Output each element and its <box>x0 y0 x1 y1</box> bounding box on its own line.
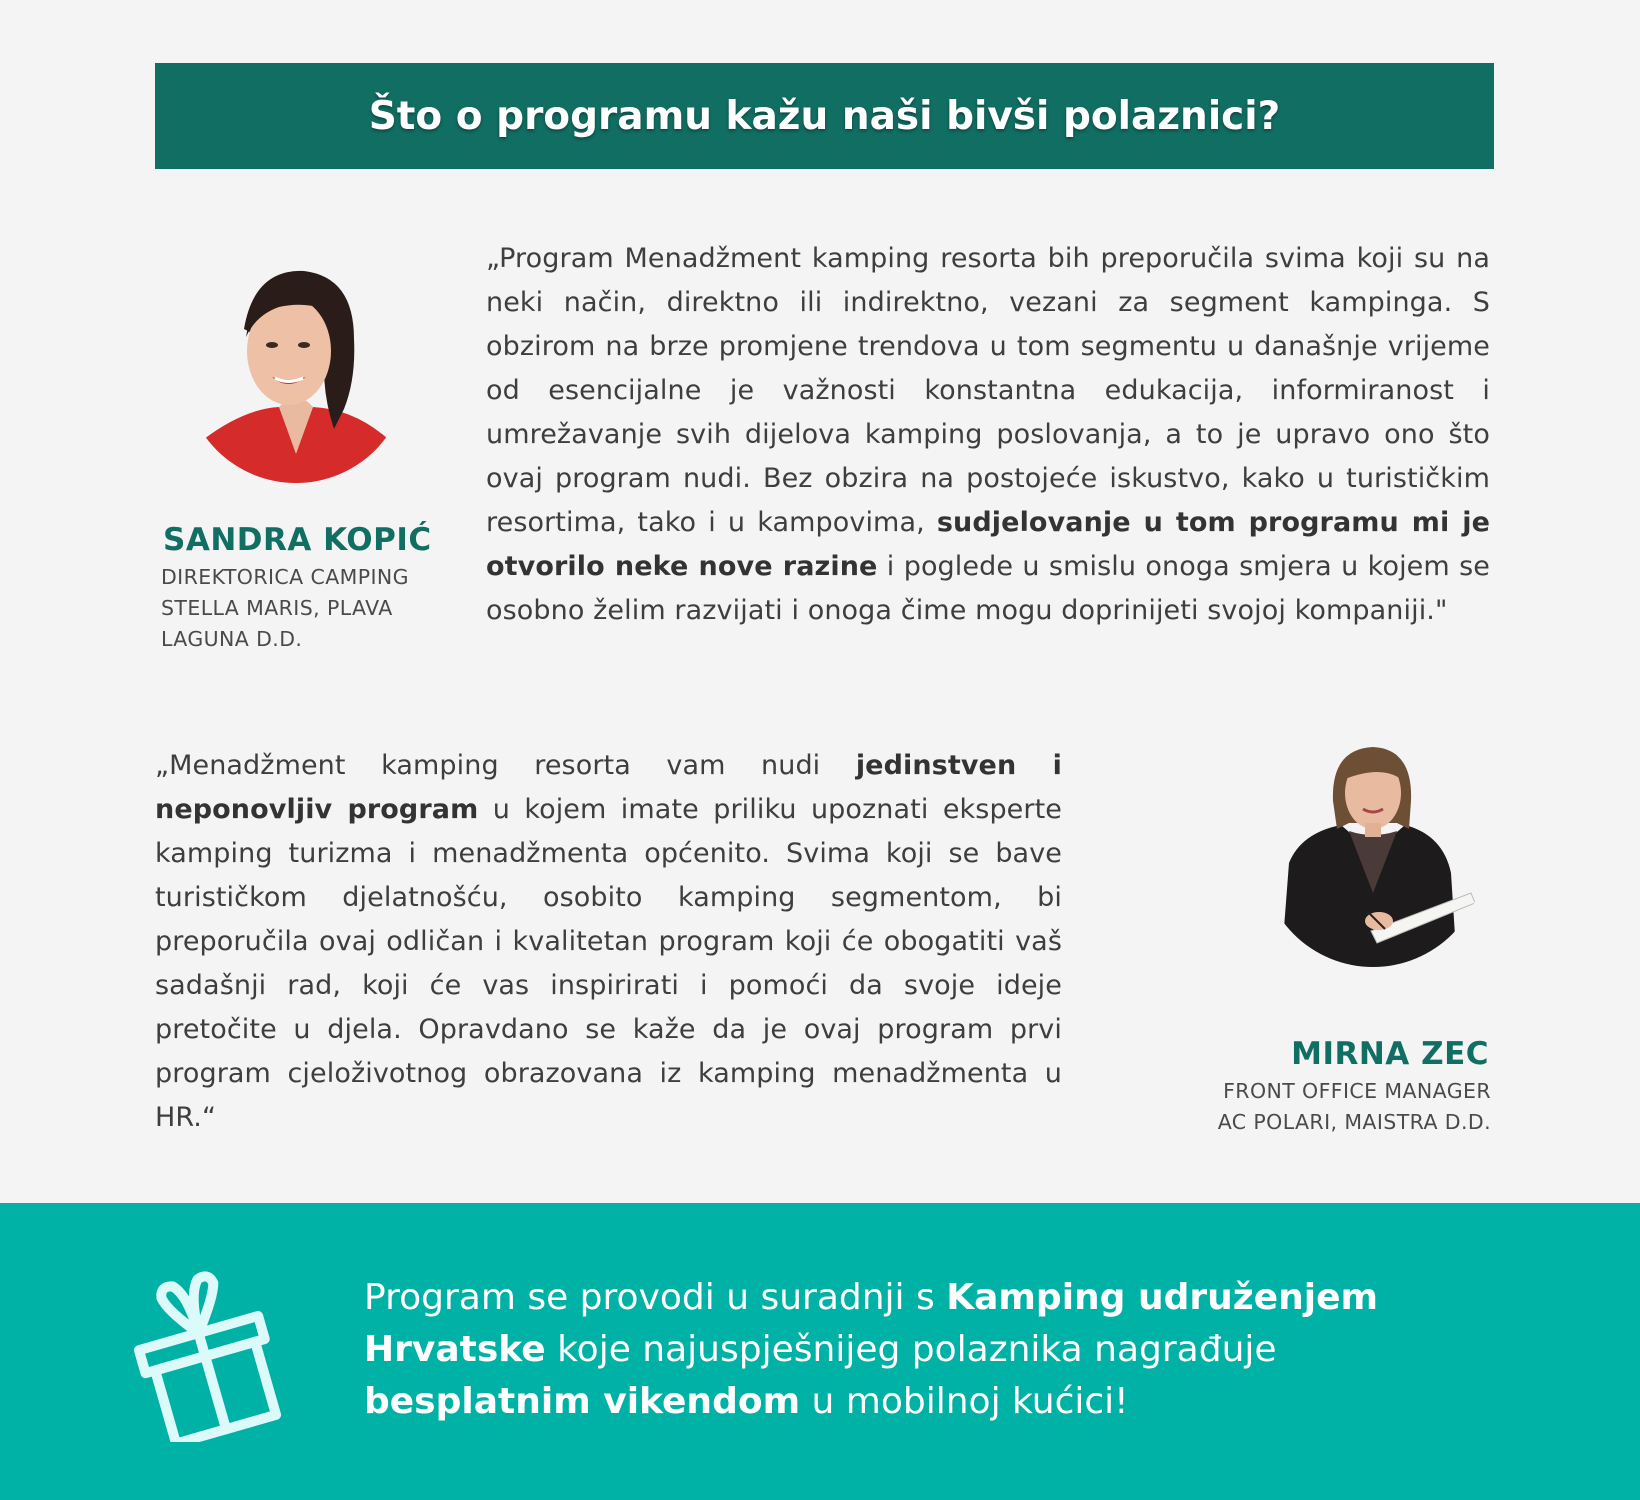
sandra-kopic-photo <box>184 259 408 483</box>
quote-highlight: jedinstven i neponovljiv program <box>155 750 1062 825</box>
role-line: FRONT OFFICE MANAGER <box>1223 1079 1491 1103</box>
quote-text: „Menadžment kamping resorta vam nudi <box>155 750 856 781</box>
testimonial-quote <box>155 744 1062 1140</box>
testimonial-quote <box>486 237 1490 633</box>
prize-text <box>364 1272 1424 1428</box>
quote-text: i poglede u smislu onoga smjera u kojem se osobno želim razvijati i onoga čime mogu doprinijeti svojoj kompaniji." <box>486 551 1490 626</box>
section-title: Što o programu kažu naši bivši polaznici? <box>368 93 1281 139</box>
prize-text-highlight: besplatnim vikendom <box>364 1381 801 1422</box>
prize-text-part: Program se provodi u suradnji s <box>364 1277 947 1318</box>
testimonial-role: DIREKTORICA CAMPING STELLA MARIS, PLAVA LAGUNA D.D. <box>161 565 409 651</box>
testimonial-role <box>1218 1076 1491 1138</box>
mirna-zec-photo <box>1261 743 1485 967</box>
role-line: AC POLARI, MAISTRA D.D. <box>1217 1110 1491 1134</box>
testimonial-name: MIRNA ZEC <box>1291 1036 1489 1072</box>
prize-text-highlight: Kamping udruženjem Hrvatske <box>364 1277 1379 1370</box>
prize-text-part: koje najuspješnijeg polaznika nagrađuje <box>545 1329 1277 1370</box>
quote-highlight: sudjelovanje u tom programu mi je otvorilo neke nove razine <box>486 507 1490 582</box>
gift-icon <box>120 1262 290 1442</box>
section-header-bar <box>155 63 1494 169</box>
quote-text: u kojem imate priliku upoznati eksperte kamping turizma i menadžmenta općenito. Svima koji se bave turističkom djelatnošću, osobito kamping segmentom, bi preporučila ovaj odličan i kvalitetan program koji će obogatiti vaš sadašnji rad, koji će vas inspirirati i pomoći da svoje ideje pretočite u djela. Opravdano se kaže da je ovaj program prvi program cjeloživotnog obrazovana iz kamping menadžmenta u HR.“ <box>155 794 1062 1133</box>
testimonial-name: SANDRA KOPIĆ <box>163 522 432 558</box>
prize-text-part: u mobilnoj kućici! <box>800 1381 1129 1422</box>
quote-text: „Program Menadžment kamping resorta bih preporučila svima koji su na neki način, direktno ili indirektno, vezani za segment kampinga. S obzirom na brze promjene trendova u tom segmentu u današnje vrijeme od esencijalne je važnosti konstantna edukacija, informiranost i umrežavanje svih dijelova kamping poslovanja, a to je upravo ono što ovaj program nudi. Bez obzira na postojeće iskustvo, kako u turističkim resortima, tako i u kampovima, <box>486 243 1490 538</box>
